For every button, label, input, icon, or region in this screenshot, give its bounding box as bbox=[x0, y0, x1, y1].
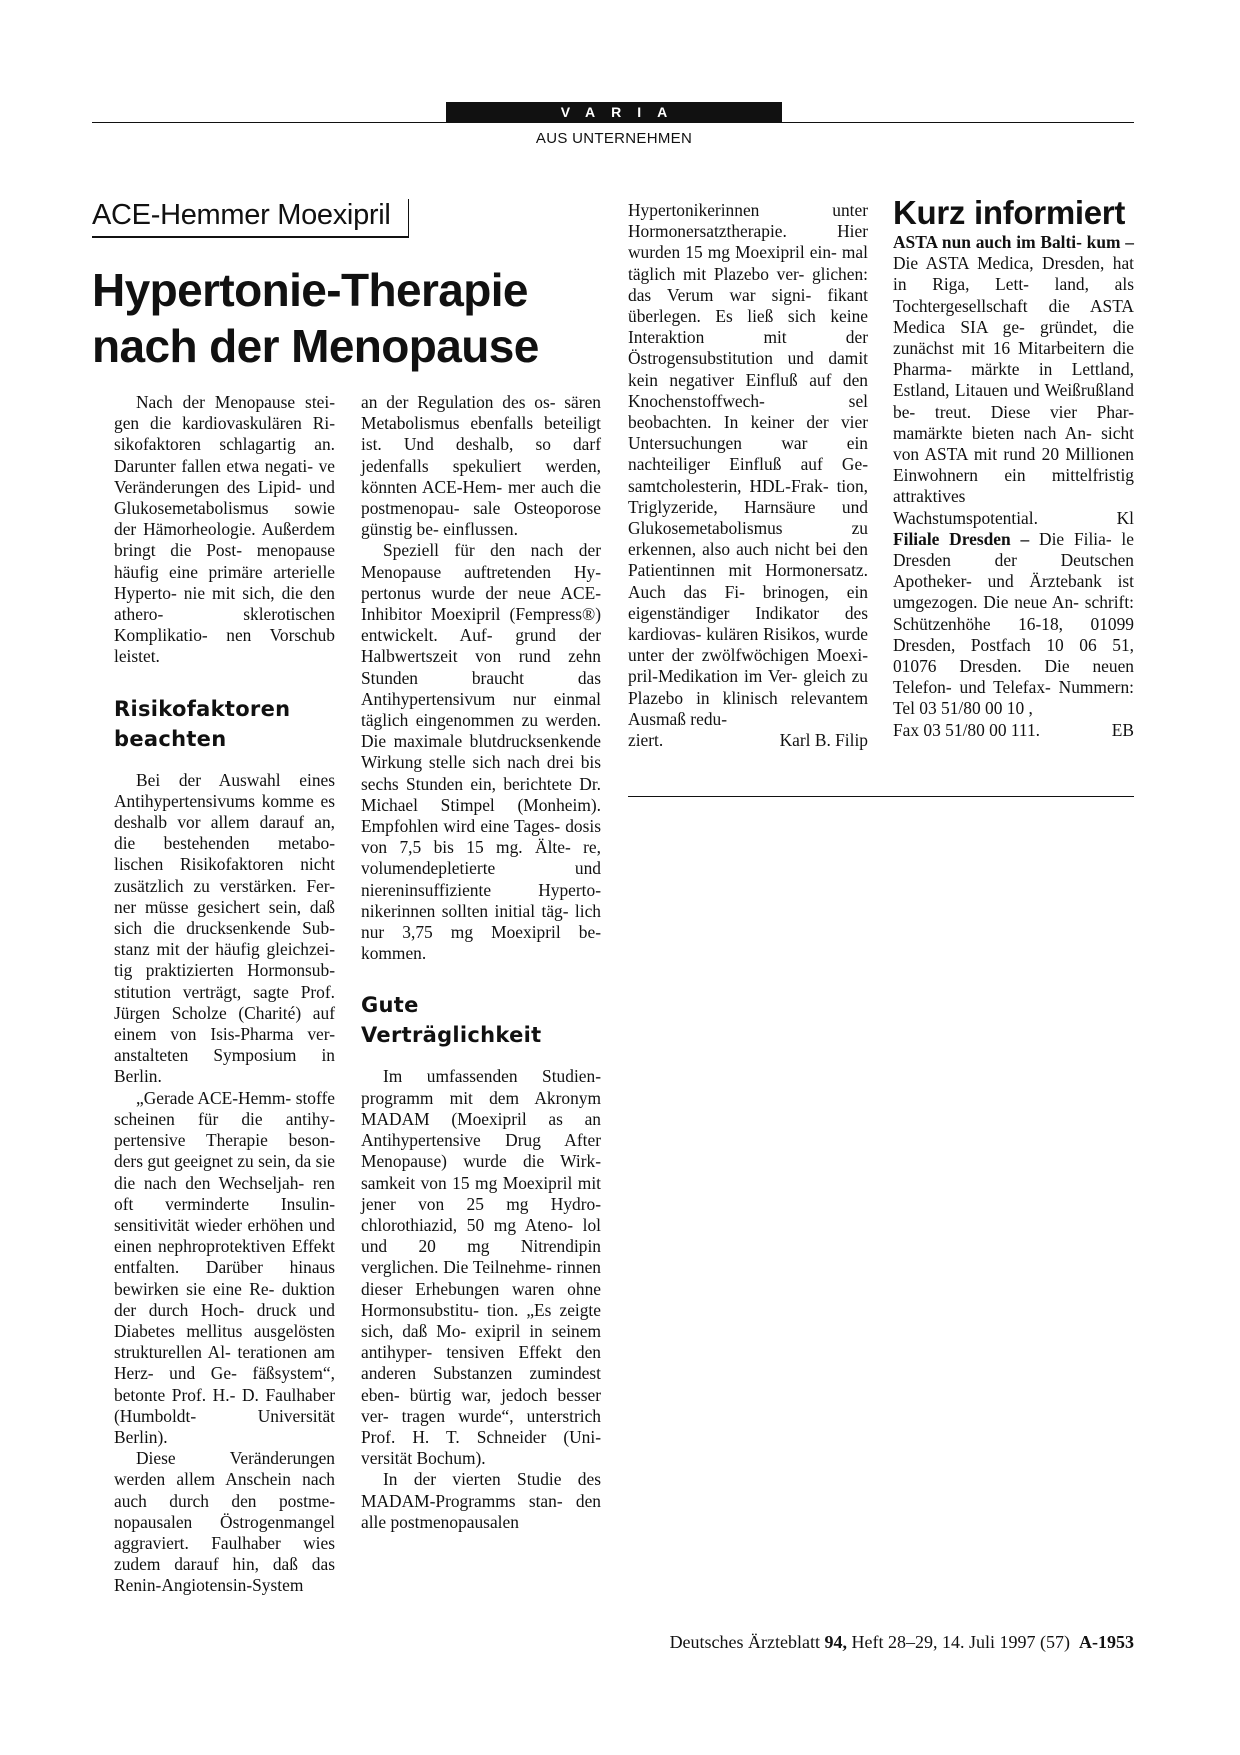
article-kicker: ACE-Hemmer Moexipril bbox=[92, 199, 409, 238]
paragraph: Hypertonikerinnen unter Hormonersatztherapie. Hier wurden 15 mg Moexipril ein- mal täglich mit Plazebo ver- glichen: das Verum war signi- fikant überlegen. Es ließ sich keine Interaktion mit der Östrogensubstitution und damit kein negativer Einfluß auf den Knochenstoffwech- sel beobachten. In keiner der vier Untersuchungen war ein nachteiliger Einfluß auf Ge- samtcholesterin, HDL-Frak- tion, Triglyzeride, Harnsäure und Glukosemetabolismus zu erkennen, also auch nicht bei den Patientinnen mit Hormonersatz. Auch das Fi- brinogen, ein eigenständiger Indikator des kardiovas- kulären Risikos, wurde unter der zwölfwöchigen Moexi- pril-Medikation im Ver- gleich zu Plazebo in klinisch relevantem Ausmaß redu- bbox=[628, 200, 868, 729]
author-initials: EB bbox=[1111, 719, 1134, 740]
section-heading-line: Gute bbox=[361, 993, 419, 1018]
paragraph: Bei der Auswahl eines Antihypertensivums komme es deshalb vor allem darauf an, die bestehenden metabo- lischen Risikofaktoren nicht zusätzlich zu verstärken. Fer- ner müsse gesichert sein, daß sich die drucksenkende Sub- stanz mit der häufig gleichzei- tig praktizierten Hormonsub- stitution verträgt, sagte Prof. Jürgen Scholze (Charité) auf einem von Isis-Pharma ver- anstalteten Symposium in Berlin. bbox=[114, 769, 335, 1087]
rubric-bar bbox=[446, 102, 782, 122]
section-heading-line: beachten bbox=[114, 726, 227, 751]
news-item-text: Die Filia- le Dresden der Deutschen Apotheker- und Ärztebank ist umgezogen. Die neue An- schrift: Schützenhöhe 16-18, 01099 Dresden, Postfach 10 06 51, 01076 Dresden. Die neuen Telefon- und Telefax- Nummern: Tel 03 51/80 00 10 , bbox=[893, 528, 1134, 719]
article-signature-line bbox=[628, 730, 868, 751]
news-item-filiale bbox=[893, 529, 1134, 720]
news-item-lead: ASTA nun auch im Balti- kum – bbox=[893, 232, 1134, 252]
headline-line-2: nach der Menopause bbox=[92, 320, 539, 372]
news-item-asta bbox=[893, 232, 1134, 508]
author-name: Karl B. Filip bbox=[779, 730, 868, 751]
paragraph: Nach der Menopause stei- gen die kardiovaskulären Ri- sikofaktoren schlagartig an. Darunter fallen etwa negati- ve Veränderungen des Lipid- und Glukosemetabolismus sowie der Hämorheologie. Außerdem bringt die Post- menopause häufig eine primäre arterielle Hyperto- nie mit sich, die den athero- sklerotischen Komplikatio- nen Vorschub leistet. bbox=[114, 392, 335, 667]
journal-issue: Heft 28–29, 14. Juli 1997 (57) bbox=[851, 1632, 1070, 1652]
headline-line-1: Hypertonie-Therapie bbox=[92, 264, 528, 316]
kurz-informiert-title: Kurz informiert bbox=[893, 194, 1126, 231]
news-item-signature-line bbox=[893, 720, 1134, 741]
section-heading-line: Verträglichkeit bbox=[361, 1023, 542, 1048]
last-line-text: Fax 03 51/80 00 111. bbox=[893, 719, 1041, 740]
news-item-lead: Filiale Dresden – bbox=[893, 528, 1030, 549]
section-heading-vertraeglichkeit bbox=[361, 990, 601, 1050]
kurz-informiert-column bbox=[893, 232, 1134, 741]
box-bottom-rule bbox=[628, 796, 1134, 797]
paragraph: Im umfassenden Studien- programm mit dem Akronym MADAM (Moexipril as an Antihypertensive Drug After Menopause) wurde die Wirk- samkeit von 15 mg Moexipril mit jener von 25 mg Hydro- chlorothiazid, 50 mg Ateno- lol und 20 mg Nitrendipin verglichen. Die Teilnehme- rinnen dieser Erhebungen waren ohne Hormonsubstitu- tion. „Es zeigte sich, daß Mo- exipril in seinem antihyper- tensiven Effekt den anderen Substanzen zumindest eben- bürtig war, jedoch besser ver- tragen wurde“, unterstrich Prof. H. T. Schneider (Uni- versität Bochum). bbox=[361, 1066, 601, 1469]
journal-name: Deutsches Ärzteblatt bbox=[669, 1632, 821, 1652]
paragraph: In der vierten Studie des MADAM-Programms stan- den alle postmenopausalen bbox=[361, 1469, 601, 1532]
news-item-signature-line bbox=[893, 508, 1134, 529]
page-footer bbox=[550, 1632, 1134, 1653]
article-headline bbox=[92, 262, 612, 374]
author-initials: Kl bbox=[1116, 507, 1134, 528]
paragraph: an der Regulation des os- sären Metabolismus ebenfalls beteiligt ist. Und deshalb, so darf jedenfalls spekuliert werden, könnten ACE-Hem- mer auch die postmenopau- sale Osteoporose günstig be- einflussen. bbox=[361, 392, 601, 540]
last-line-text: Wachstumspotential. bbox=[893, 507, 1038, 528]
page-number: A-1953 bbox=[1079, 1632, 1134, 1652]
section-heading-line: Risikofaktoren bbox=[114, 696, 291, 721]
subrubric-label: AUS UNTERNEHMEN bbox=[535, 130, 693, 147]
header-rule bbox=[92, 122, 1134, 123]
article-column-3 bbox=[628, 200, 868, 751]
paragraph: „Gerade ACE-Hemm- stoffe scheinen für die antihy- pertensive Therapie beson- ders gut geeignet zu sein, da sie die nach den Wechseljah- ren oft verminderte Insulin- sensitivität wieder erhöhen und einen nephroprotektiven Effekt entfalten. Darüber hinaus bewirken sie eine Re- duktion der durch Hoch- druck und Diabetes mellitus ausgelösten strukturellen Al- terationen am Herz- und Ge- fäßsystem“, betonte Prof. H.- D. Faulhaber (Humboldt- Universität Berlin). bbox=[114, 1087, 335, 1447]
section-heading-risikofaktoren bbox=[114, 694, 335, 754]
paragraph: Speziell für den nach der Menopause auftretenden Hy- pertonus wurde der neue ACE-Inhibitor Moexipril (Fempress®) entwickelt. Auf- grund der Halbwertszeit von rund zehn Stunden braucht das Antihypertensivum nur einmal täglich eingenommen zu werden. Die maximale blutdrucksenkende Wirkung stelle sich nach drei bis sechs Stunden ein, berichtete Dr. Michael Stimpel (Monheim). Empfohlen wird eine Tages- dosis von 7,5 bis 15 mg. Älte- re, volumendepletierte und niereninsuffiziente Hyperto- nikerinnen sollten initial täg- lich nur 3,75 mg Moexipril be- kommen. bbox=[361, 540, 601, 964]
article-column-1 bbox=[114, 392, 335, 1597]
paragraph: Diese Veränderungen werden allem Anschein nach auch durch den postme- nopausalen Östrogenmangel aggraviert. Faulhaber wies zudem darauf hin, daß das Renin-Angiotensin-System bbox=[114, 1448, 335, 1596]
article-column-2 bbox=[361, 392, 601, 1533]
news-item-text: Die ASTA Medica, Dresden, hat in Riga, Lett- land, als Tochtergesellschaft die ASTA Medica SIA ge- gründet, die zunächst mit 16 Mitarbeitern die Pharma- märkte in Lettland, Estland, Litauen und Weißrußland be- treut. Diese vier Phar- mamärkte bieten nach An- sicht von ASTA mit rund 20 Millionen Einwohnern ein mittelfristig attraktives bbox=[893, 253, 1134, 507]
last-line-text: ziert. bbox=[628, 730, 664, 751]
rubric-label: VARIA bbox=[560, 104, 684, 120]
journal-volume: 94, bbox=[824, 1632, 848, 1652]
